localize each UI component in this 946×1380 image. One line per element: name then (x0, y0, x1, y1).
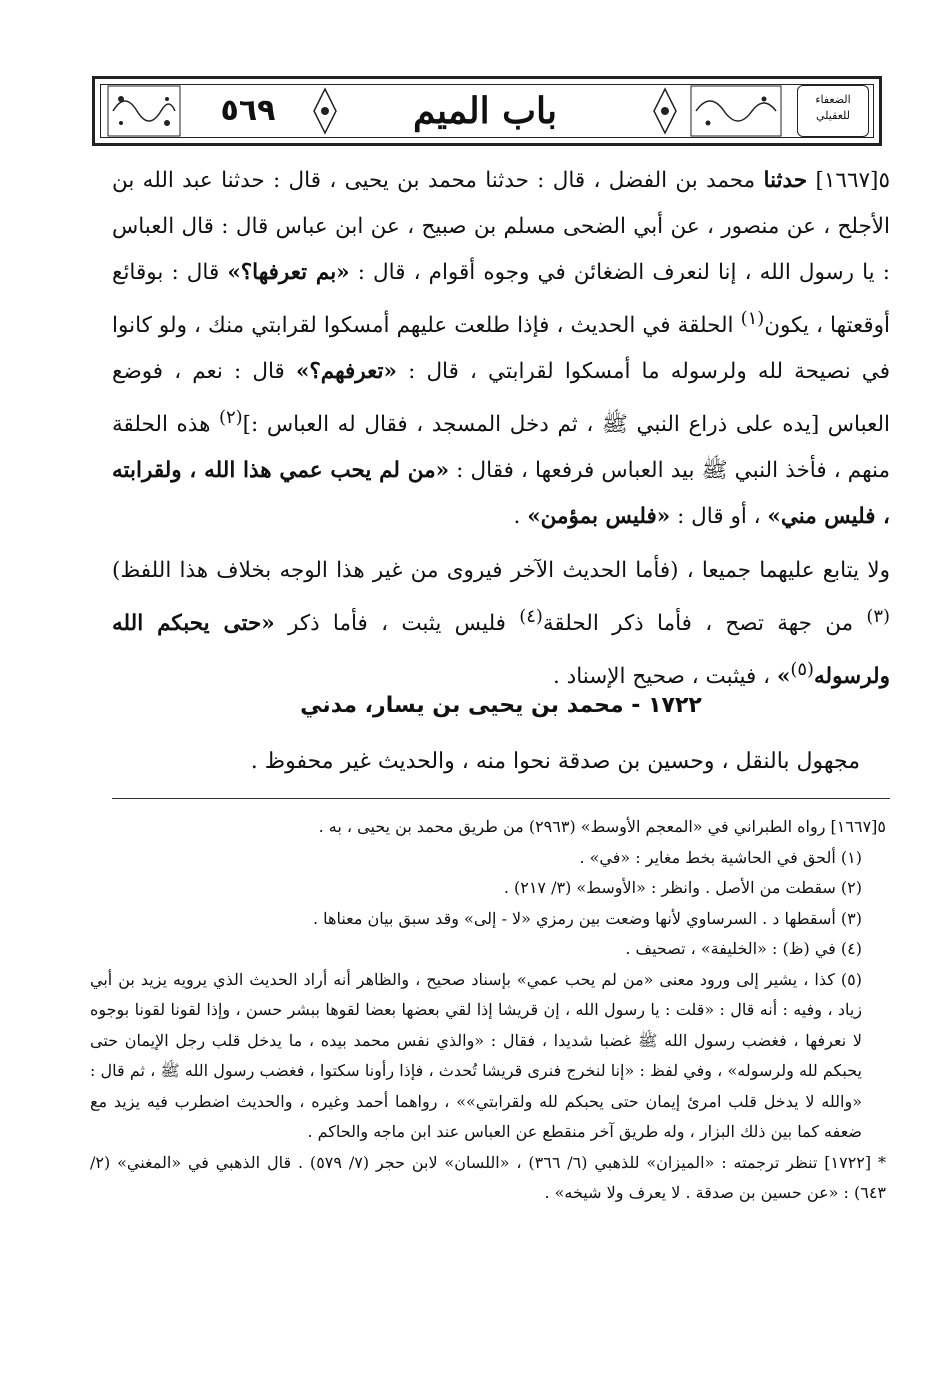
hadith-text: الحلقة في الحديث ، فإذا طلعت عليهم أمسكوا لقرابتي منك ، ولو كانوا في نصيحة لله ولرسوله ما أمسكوا لقرابتي ، قال : (112, 313, 890, 385)
footnote-ref: (١) (740, 308, 765, 329)
page-header (92, 76, 882, 146)
book-logo (797, 85, 869, 137)
hadith-text: قال : نعم ، فوضع العباس [يده على ذراع النبي ﷺ ، ثم دخل المسجد ، فقال له العباس :] (112, 359, 890, 438)
haddathana-word: حدثنا (763, 168, 808, 193)
footnote-1: (١) ألحق في الحاشية بخط مغاير : «في» . (579, 847, 862, 867)
quote-bold: «من لم يحب عمي هذا الله ، ولقرابته ، فليس مني» (112, 458, 890, 530)
footnote-ref: (٤) (519, 606, 543, 628)
quote-bold: » (776, 664, 791, 690)
commentary-text: من جهة تصح ، فأما ذكر الحلقة (542, 611, 867, 637)
hadith-text: قال : بوقائع أوقعتها ، يكون (112, 260, 890, 339)
chapter-title: باب الميم (412, 90, 558, 132)
footnote-1667: ٥[١٦٦٧] رواه الطبراني في «المعجم الأوسط» (٢٩٦٣) من طريق محمد بن يحيى ، به . (318, 817, 886, 836)
footnote-divider (112, 798, 890, 799)
logo-line2: للعقيلي (816, 109, 850, 122)
logo-line1: الضعفاء (815, 93, 851, 106)
footnote-ref: (٢) (219, 407, 243, 429)
hadith-text: محمد بن الفضل ، قال : حدثنا محمد بن يحيى ، قال : حدثنا عبد الله بن الأجلح ، عن منصور ، عن أبي الضحى مسلم بن صبيح ، عن ابن عباس قال : قال العباس : يا رسول الله ، إنا لنعرف الضغائن في وجوه أقوام ، قال : (112, 168, 891, 285)
hadith-text: ، أو قال : (670, 504, 768, 530)
commentary-text: ، فيثبت ، صحيح الإسناد . (553, 664, 777, 690)
entry-1667 (112, 158, 890, 701)
hadith-text: هذه الحلقة منهم ، فأخذ النبي ﷺ بيد العباس فرفعها ، فقال : (112, 412, 890, 484)
commentary-text: فليس يثبت ، فأما ذكر (274, 611, 520, 637)
footnote-ref: (٥) (790, 659, 814, 681)
hadith-text: . (513, 504, 528, 530)
center-right-ornament-icon (650, 85, 680, 137)
entry-1722-heading: ١٧٢٢ - محمد بن يحيى بن يسار، مدني (300, 693, 702, 718)
footnote-4: (٤) في (ظ) : «الخليفة» ، تصحيف . (625, 939, 862, 958)
footnote-ref: (٣) (866, 606, 890, 628)
page-number: ٥٦٩ (220, 93, 276, 128)
commentary-paragraph (112, 548, 890, 700)
footnote-1722: * [١٧٢٢] تنظر ترجمته : «الميزان» للذهبي (٦/ ٣٦٦) ، «اللسان» لابن حجر (٧/ ٥٧٩) . قال الذهبي في «المغني» (٢/ ٦٤٣) : «عن حسين بن صدقة . لا يعرف ولا شيخه» . (90, 1152, 886, 1202)
quote-bold: «تعرفهم؟» (295, 359, 397, 385)
right-ornament-icon (690, 85, 782, 137)
quote-bold: «حتى يحبكم الله ولرسوله (112, 611, 890, 690)
left-ornament-icon (107, 85, 181, 137)
footnote-5: (٥) كذا ، يشير إلى ورود معنى «من لم يحب عمي» بإسناد صحيح ، والظاهر أنه أراد الحديث الذي يرويه يزيد بن أبي زياد ، وفيه : أنه قال : «قلت : يا رسول الله ، إن قريشا إذا لقي بعضها بعضا لقوها ببشر حسن ، وإذا لقونا لقونا بوجوه لا نعرفها ، فغضب رسول الله ﷺ غضبا شديدا ، فقال : «والذي نفس محمد بيده ، ما يدخل قلب رجل الإيمان حتى يحبكم لله ولرسوله» ، وفي لفظ : «إنا لنخرج فنرى قريشا تُحدث ، فإذا رأونا سكتوا ، فغضب رسول الله ﷺ ، ثم قال : «والله لا يدخل قلب امرئ إيمان حتى يحبكم لله ولقرابتي»» ، رواهما أحمد وغيره ، والحديث اضطرب فيه يزيد مع ضعفه كما بين ذلك البزار ، وله طريق آخر منقطع عن العباس عند ابن ماجه والحاكم . (90, 969, 863, 1141)
entry-1722-text: مجهول بالنقل ، وحسين بن صدقة نحوا منه ، والحديث غير محفوظ . (250, 749, 860, 774)
footnotes (90, 812, 886, 1209)
commentary-text: ولا يتابع عليهما جميعا ، (فأما الحديث الآخر فيروى من غير هذا الوجه بخلاف هذا اللفظ) (112, 558, 890, 584)
entry-number: ٥[١٦٦٧] (807, 168, 890, 193)
quote-bold: «فليس بمؤمن» (527, 504, 671, 530)
footnote-2: (٢) سقطت من الأصل . وانظر : «الأوسط» (٣/ ٢١٧) . (503, 878, 862, 897)
hadith-paragraph (112, 158, 890, 540)
footnote-3: (٣) أسقطها د . السرساوي لأنها وضعت بين رمزي «لا - إلى» وقد سبق بيان معناها . (312, 908, 862, 928)
quote-bold: «بم تعرفها؟» (227, 260, 350, 285)
